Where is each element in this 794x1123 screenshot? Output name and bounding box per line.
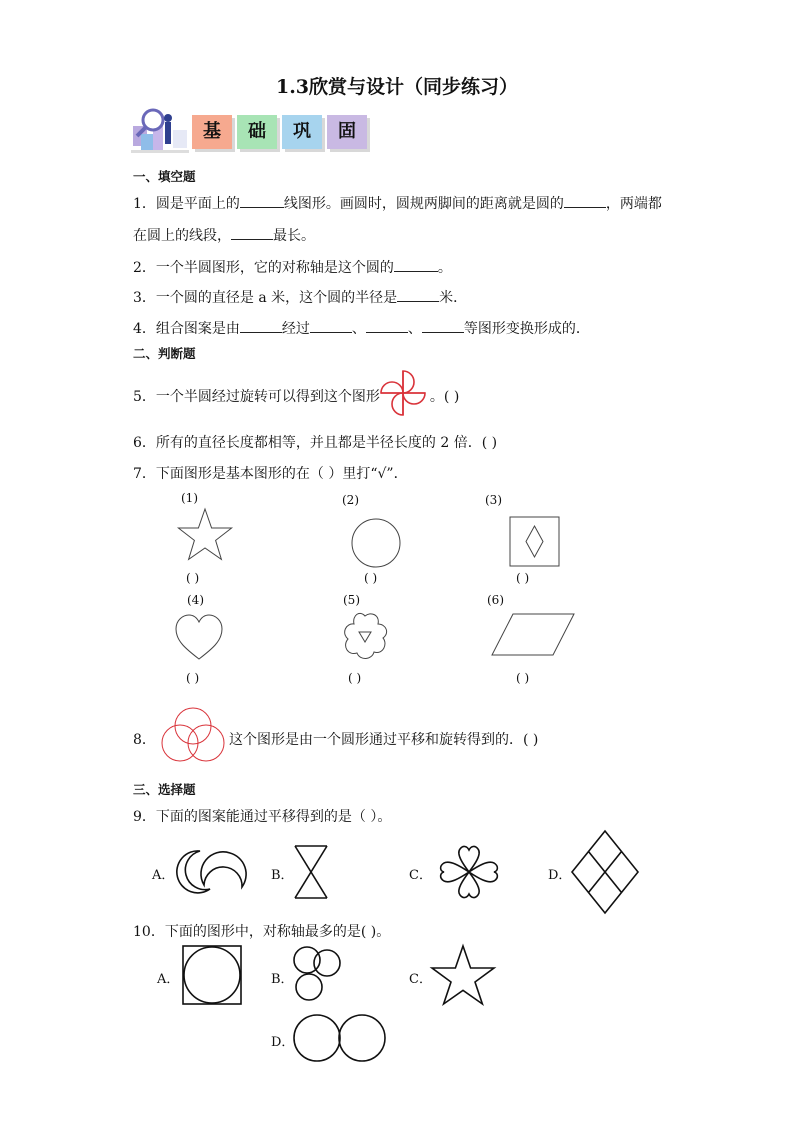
q4-text-e: 等图形变换形成的．: [463, 321, 590, 337]
q4-text-d: 、: [407, 321, 422, 337]
q5-text-b: 。( ): [429, 389, 460, 405]
q5-text-a: 5．一个半圆经过旋转可以得到这个图形: [133, 389, 380, 405]
question-9: 9．下面的图案能通过平移得到的是（ ）。: [133, 809, 392, 825]
study-illustration-icon: [131, 106, 189, 156]
q7-paren-6[interactable]: ( ): [516, 671, 530, 685]
q4-text-a: 4．组合图案是由: [133, 321, 240, 337]
overlapping-circles-figure: [156, 706, 230, 764]
q1-blank-3: [231, 225, 273, 240]
q7-paren-3[interactable]: ( ): [516, 571, 530, 585]
badge-ji: 基: [192, 115, 232, 149]
q7-paren-2[interactable]: ( ): [364, 571, 378, 585]
q3-text-a: 3．一个圆的直径是 a 米，这个圆的半径是: [133, 290, 398, 306]
question-8: 这个图形是由一个圆形通过平移和旋转得到的．( ): [229, 732, 539, 748]
q4-text-b: 经过: [281, 321, 310, 337]
q1-blank-2: [564, 193, 606, 208]
q7-label-5: (5): [343, 593, 360, 607]
question-1: [133, 193, 662, 213]
page-title: 1.3欣赏与设计（同步练习）: [275, 76, 519, 98]
q4-blank-2: [310, 318, 352, 333]
q9-option-c-label[interactable]: C．: [409, 868, 432, 883]
q9-option-a-label[interactable]: A．: [152, 868, 175, 883]
q9-option-d-diamonds[interactable]: [570, 829, 640, 915]
question-8-number: 8．: [133, 732, 156, 748]
q10-option-a-square-circle[interactable]: [181, 944, 243, 1006]
question-7: 7．下面图形是基本图形的在（ ）里打“√”．: [133, 466, 408, 482]
q9-option-b-label[interactable]: B．: [271, 868, 294, 883]
q2-text-a: 2．一个半圆图形，它的对称轴是这个圆的: [133, 260, 394, 276]
q7-label-3: (3): [485, 493, 502, 507]
q4-blank-4: [422, 318, 464, 333]
circle-figure: [350, 517, 402, 569]
q1-text-b: 线图形。画圆时，圆规两脚间的距离就是圆的: [283, 196, 564, 212]
question-4: [133, 318, 590, 338]
heart-figure: [174, 613, 224, 661]
q10-option-b-label[interactable]: B．: [271, 972, 294, 987]
question-2: [133, 257, 452, 277]
q3-text-b: 米．: [439, 290, 468, 306]
q10-option-c-label[interactable]: C．: [409, 972, 432, 987]
q4-blank-3: [366, 318, 408, 333]
flower-figure: [340, 611, 390, 661]
q7-paren-4[interactable]: ( ): [186, 671, 200, 685]
q4-text-c: 、: [351, 321, 366, 337]
q1-text-e: 最长。: [273, 228, 315, 244]
q9-option-b-hourglass[interactable]: [293, 844, 329, 900]
q7-paren-5[interactable]: ( ): [348, 671, 362, 685]
pinwheel-figure: [378, 368, 430, 418]
star-figure: [175, 507, 235, 565]
q7-paren-1[interactable]: ( ): [186, 571, 200, 585]
section-choice-heading: 三、选择题: [133, 782, 196, 797]
q10-option-c-star[interactable]: [429, 944, 497, 1008]
question-1-cont: [133, 225, 315, 245]
q7-label-1: (1): [181, 491, 198, 505]
q1-blank-1: [240, 193, 284, 208]
badge-gong: 巩: [282, 115, 322, 149]
q4-blank-1: [240, 318, 282, 333]
q7-label-4: (4): [187, 593, 204, 607]
badge-gu: 固: [327, 115, 367, 149]
q10-option-d-label[interactable]: D．: [271, 1035, 295, 1050]
question-10: 10．下面的图形中，对称轴最多的是( )。: [133, 924, 391, 940]
q1-text-c: ，两端都: [605, 196, 662, 212]
q9-option-d-label[interactable]: D．: [548, 868, 572, 883]
section-judge-heading: 二、判断题: [133, 346, 196, 361]
q7-label-6: (6): [487, 593, 504, 607]
question-6: 6．所有的直径长度都相等，并且都是半径长度的 2 倍．( ): [133, 435, 498, 451]
q10-option-a-label[interactable]: A．: [157, 972, 180, 987]
q9-option-a-crescents[interactable]: [174, 847, 246, 895]
q7-label-2: (2): [342, 493, 359, 507]
square-diamond-figure: [509, 516, 561, 568]
q1-text-a: 1．圆是平面上的: [133, 196, 240, 212]
badge-chu: 础: [237, 115, 277, 149]
q1-text-d: 在圆上的线段，: [133, 228, 231, 244]
q9-option-c-hearts[interactable]: [430, 844, 508, 900]
q3-blank: [397, 287, 439, 302]
q10-option-b-three-circles[interactable]: [292, 944, 342, 1004]
q10-option-d-two-circles[interactable]: [292, 1013, 388, 1063]
section-fill-heading: 一、填空题: [133, 169, 196, 184]
parallelogram-figure: [491, 612, 577, 658]
q2-blank: [394, 257, 438, 272]
q2-text-b: 。: [437, 260, 452, 276]
question-3: [133, 287, 467, 307]
